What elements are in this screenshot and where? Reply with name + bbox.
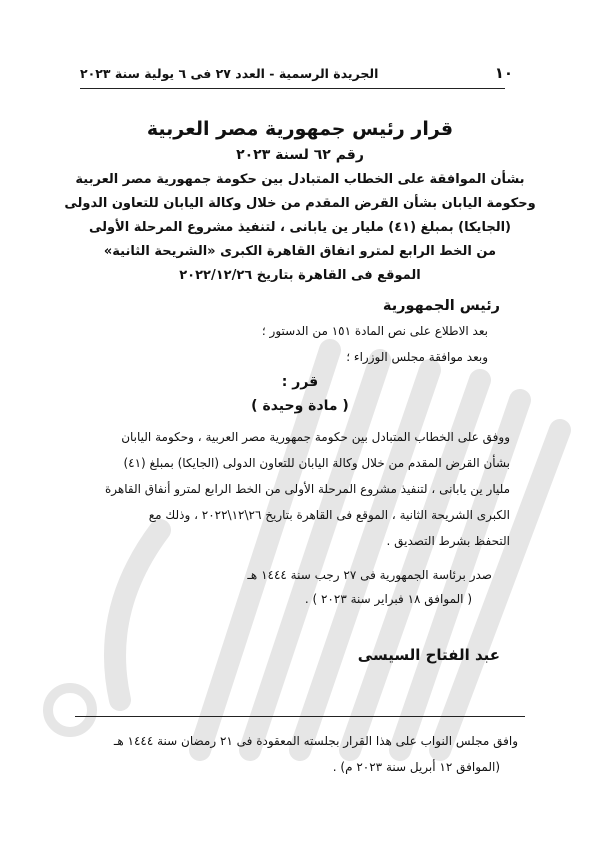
parliament-date: (الموافق ١٢ أبريل سنة ٢٠٢٣ م) . <box>332 760 500 774</box>
recital: بعد الاطلاع على نص المادة ١٥١ من الدستور ؛ <box>261 324 488 338</box>
parliament-note: وافق مجلس النواب على هذا القرار بجلسته المعقودة فى ٢١ رمضان سنة ١٤٤٤ هـ <box>113 734 518 748</box>
article-line: الكبرى الشريحة الثانية ، الموقع فى القاهرة بتاريخ ٢٦\١٢\٢٠٢٢ ، وذلك مع <box>148 508 510 522</box>
subject-line: بشأن الموافقة على الخطاب المتبادل بين حكومة جمهورية مصر العربية <box>75 172 525 187</box>
subject-line: (الجايكا) بمبلغ (٤١) مليار ين يابانى ، لتنفيذ مشروع المرحلة الأولى <box>89 220 511 235</box>
signature: عبد الفتاح السيسى <box>357 646 500 664</box>
footer-divider <box>75 716 525 717</box>
subject-line: من الخط الرابع لمترو انفاق القاهرة الكبرى «الشريحة الثانية» <box>103 244 497 259</box>
recital: وبعد موافقة مجلس الوزراء ؛ <box>346 350 488 364</box>
running-title: الجريدة الرسمية - العدد ٢٧ فى ٦ يولية سنة ٢٠٢٣ <box>80 66 379 81</box>
article-line: التحفظ بشرط التصديق . <box>386 534 510 548</box>
decree-number: رقم ٦٢ لسنة ٢٠٢٣ <box>236 147 364 163</box>
issued-line: صدر برئاسة الجمهورية فى ٢٧ رجب سنة ١٤٤٤ هـ <box>247 568 492 582</box>
page-number: ١٠ <box>494 64 513 82</box>
subject-line: الموقع فى القاهرة بتاريخ ٢٠٢٢/١٢/٢٦ <box>179 268 421 283</box>
decided-heading: قرر : <box>281 374 319 390</box>
article-line: مليار ين يابانى ، لتنفيذ مشروع المرحلة الأولى من الخط الرابع لمترو أنفاق القاهرة <box>105 482 510 496</box>
article-line: بشأن القرض المقدم من خلال وكالة اليابان للتعاون الدولى (الجايكا) بمبلغ (٤١) <box>123 456 510 470</box>
page-header <box>80 58 513 89</box>
decree-title: قرار رئيس جمهورية مصر العربية <box>146 118 454 140</box>
subject-line: وحكومة اليابان بشأن القرض المقدم من خلال وكالة اليابان للتعاون الدولى <box>64 196 536 211</box>
sole-article-heading: ( مادة وحيدة ) <box>251 398 349 414</box>
issued-gregorian: ( الموافق ١٨ فبراير سنة ٢٠٢٣ ) . <box>304 592 472 606</box>
article-line: ووفق على الخطاب المتبادل بين حكومة جمهورية مصر العربية ، وحكومة اليابان <box>121 430 510 444</box>
president-heading: رئيس الجمهورية <box>382 298 500 314</box>
